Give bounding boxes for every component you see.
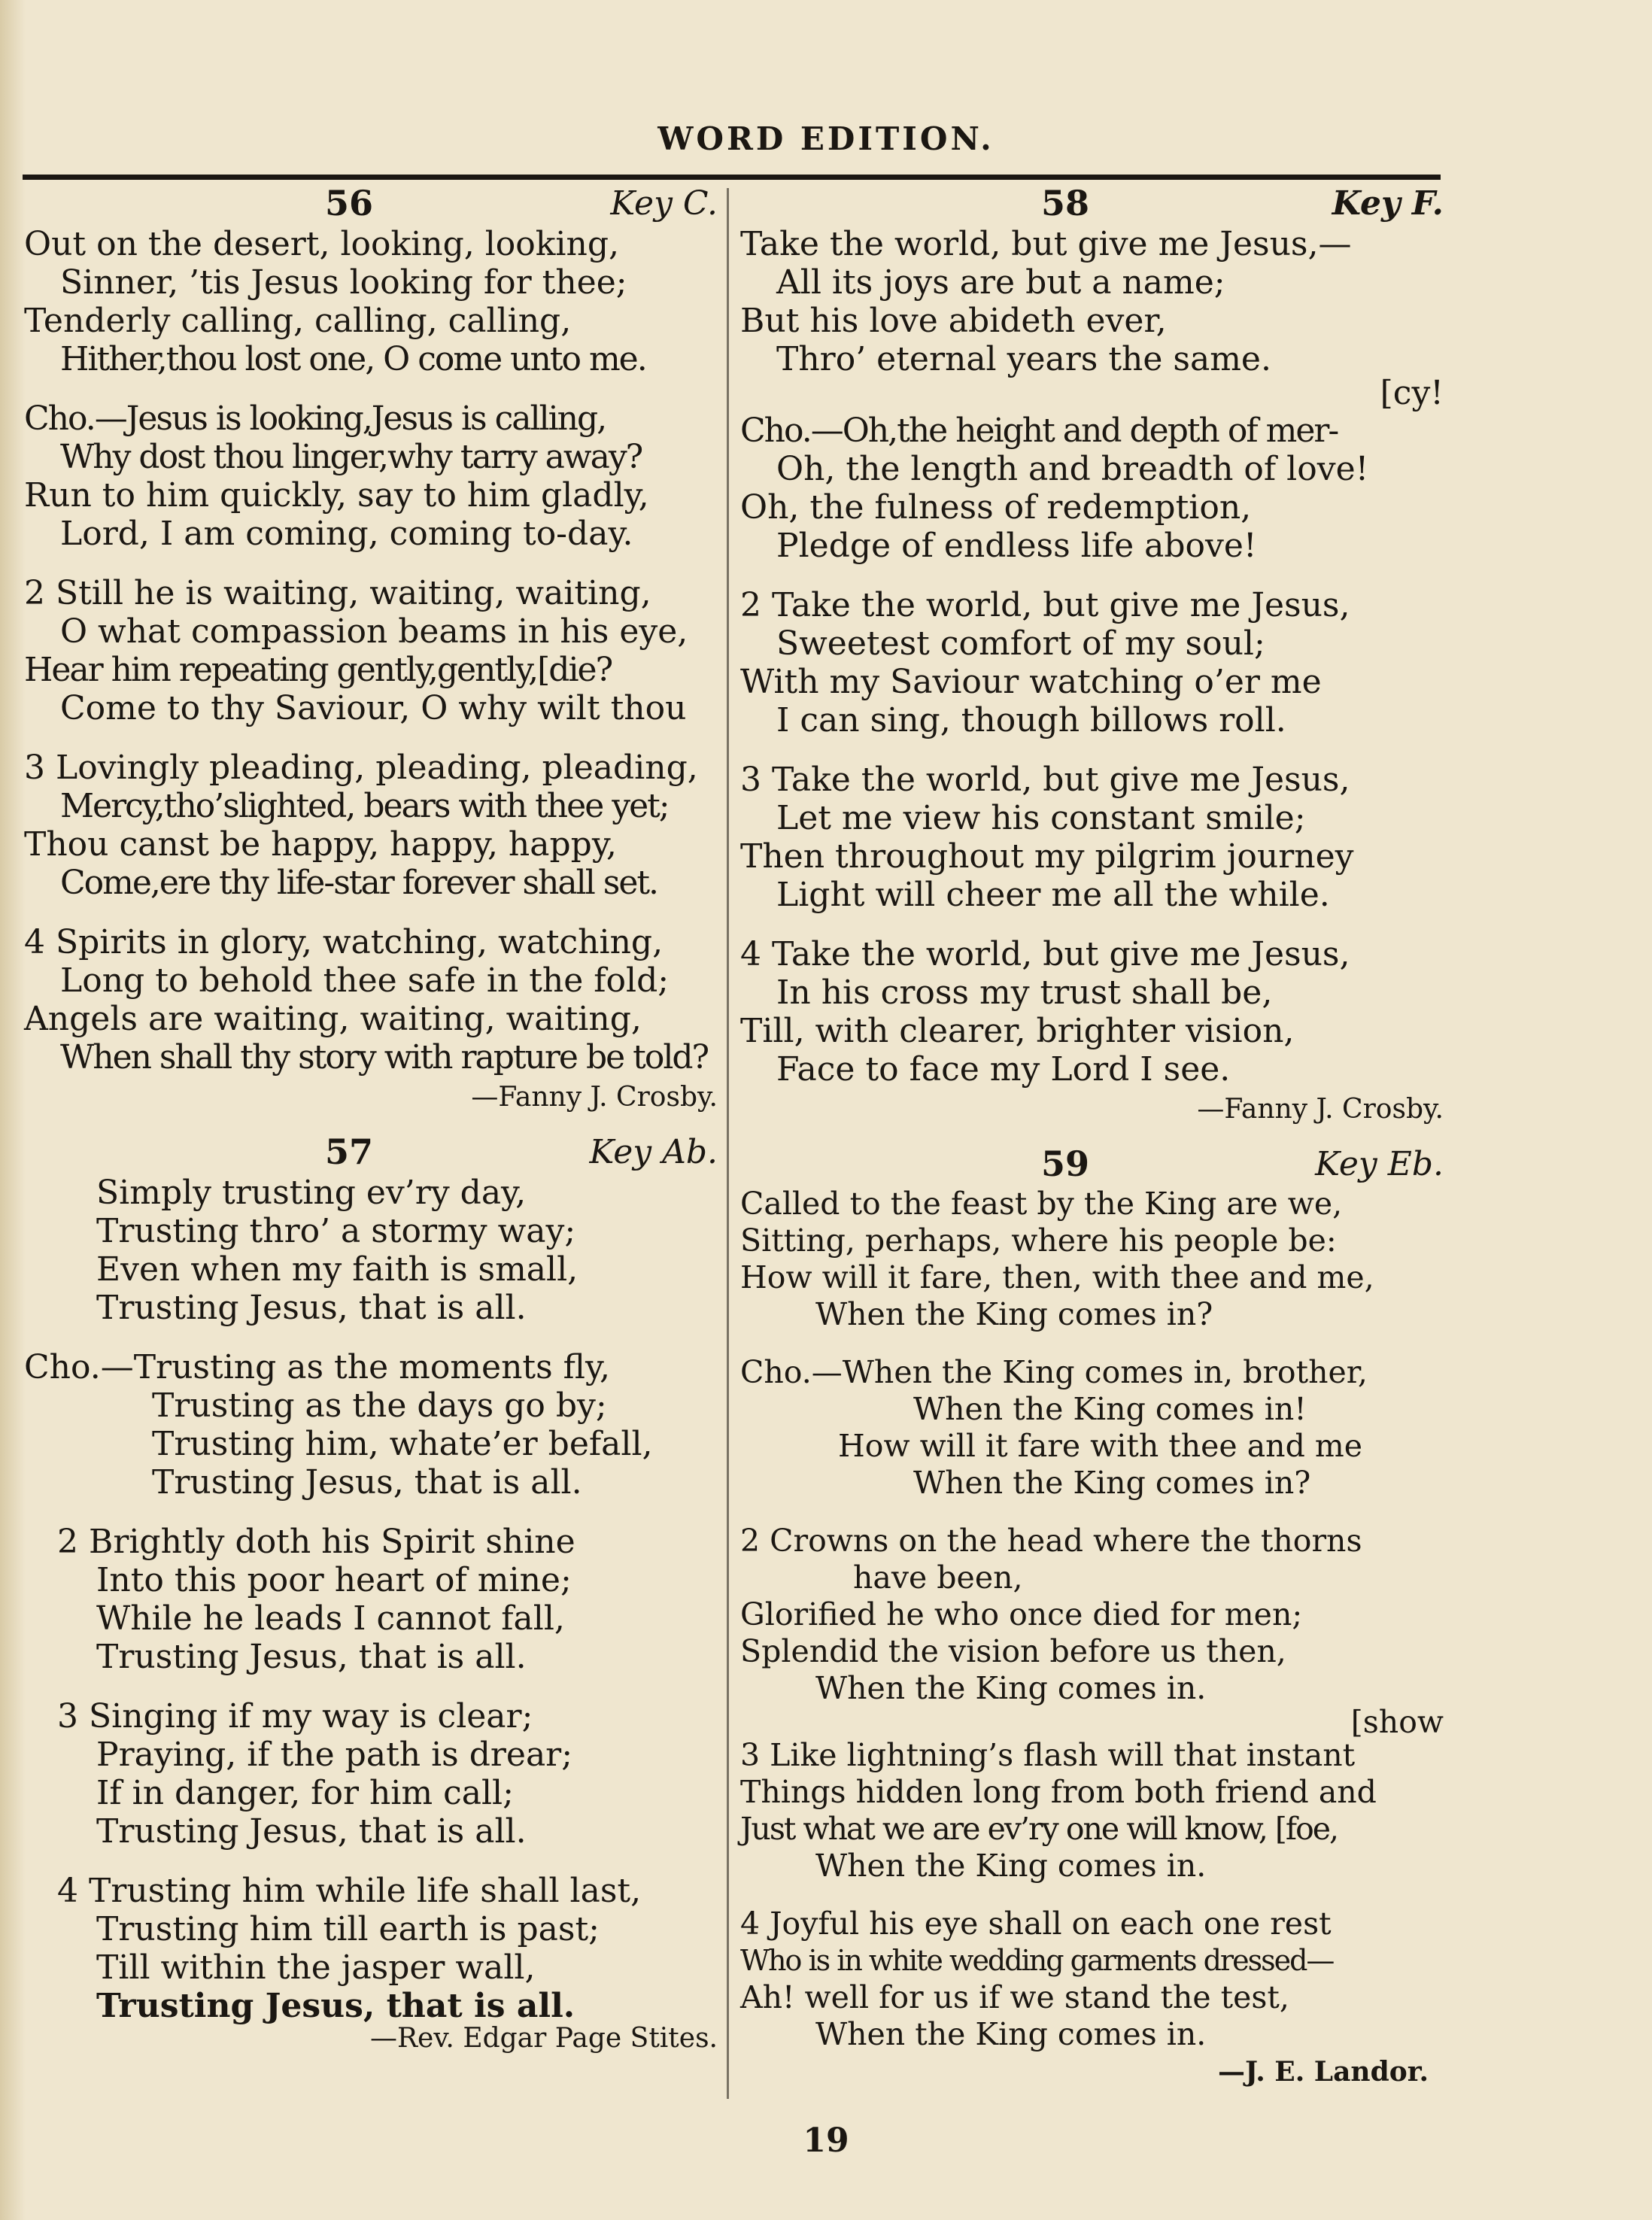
chorus-line: Cho.—When the King comes in, brother, bbox=[740, 1354, 1368, 1390]
verse-line: Till, with clearer, brighter vision, bbox=[740, 1012, 1295, 1050]
chorus-line: When the King comes in? bbox=[913, 1465, 1311, 1501]
chorus-line: Trusting him, whate’er befall, bbox=[152, 1425, 653, 1463]
hymn-key: Key C. bbox=[610, 184, 718, 223]
hymn-58-heading bbox=[740, 184, 1444, 225]
verse-line: 4 Take the world, but give me Jesus, bbox=[740, 935, 1350, 973]
verse-line: When the King comes in. bbox=[815, 2016, 1207, 2052]
verse-line: I can sing, though billows roll. bbox=[776, 701, 1286, 739]
chorus-line: Trusting as the days go by; bbox=[152, 1386, 607, 1425]
hymn-key: Key F. bbox=[1332, 184, 1444, 223]
verse-line: Sinner, ’tis Jesus looking for thee; bbox=[60, 263, 627, 302]
verse-line-carryover: [cy! bbox=[1380, 374, 1444, 412]
chorus-line: Cho.—Jesus is looking,Jesus is calling, bbox=[24, 399, 606, 438]
hymn-number: 56 bbox=[325, 183, 374, 223]
verse-line: Praying, if the path is drear; bbox=[96, 1736, 573, 1774]
chorus-line: How will it fare with thee and me bbox=[838, 1428, 1362, 1464]
verse-line: Trusting Jesus, that is all. bbox=[96, 1638, 527, 1676]
verse-line-carryover: [show bbox=[1350, 1704, 1444, 1740]
verse-line: Trusting Jesus, that is all. bbox=[96, 1812, 527, 1851]
verse-line: Let me view his constant smile; bbox=[776, 799, 1306, 837]
hymn-57-author: —Rev. Edgar Page Stites. bbox=[369, 2023, 718, 2054]
chorus-line: Cho.—Oh,the height and depth of mer- bbox=[740, 412, 1338, 450]
column-divider bbox=[727, 188, 729, 2099]
chorus-line: Lord, I am coming, coming to-day. bbox=[60, 515, 633, 553]
verse-line: 4 Trusting him while life shall last, bbox=[57, 1872, 642, 1910]
verse-line: have been, bbox=[853, 1559, 1023, 1596]
verse-line: When shall thy story with rapture be told? bbox=[60, 1038, 709, 1077]
verse-line: Even when my faith is small, bbox=[96, 1250, 579, 1289]
hymn-58-verse-2 bbox=[740, 586, 1444, 739]
hymn-56-verse-2 bbox=[24, 574, 718, 727]
hymn-58-verse-3 bbox=[740, 761, 1444, 914]
verse-line: 3 Take the world, but give me Jesus, bbox=[740, 761, 1350, 799]
verse-line: All its joys are but a name; bbox=[776, 263, 1225, 302]
verse-line: Trusting Jesus, that is all. bbox=[96, 1289, 527, 1327]
hymn-56-heading bbox=[24, 184, 718, 225]
verse-line: Thou canst be happy, happy, happy, bbox=[24, 825, 617, 864]
chorus-line: Why dost thou linger,why tarry away? bbox=[60, 438, 642, 476]
verse-line: Things hidden long from both friend and bbox=[740, 1774, 1377, 1810]
hymn-key: Key Ab. bbox=[589, 1133, 718, 1171]
verse-line: 3 Lovingly pleading, pleading, pleading, bbox=[24, 749, 698, 787]
verse-line: Glorified he who once died for men; bbox=[740, 1596, 1303, 1632]
verse-line: Splendid the vision before us then, bbox=[740, 1633, 1286, 1669]
hymn-57-verse-2 bbox=[24, 1523, 718, 1676]
hymn-56-verse-1 bbox=[24, 225, 718, 378]
verse-line: If in danger, for him call; bbox=[96, 1774, 514, 1812]
verse-line: Then throughout my pilgrim journey bbox=[740, 837, 1354, 876]
hymn-57-heading bbox=[24, 1133, 718, 1174]
verse-line: Sitting, perhaps, where his people be: bbox=[740, 1222, 1337, 1259]
hymn-58-chorus bbox=[740, 412, 1444, 565]
verse-line: 2 Brightly doth his Spirit shine bbox=[57, 1523, 575, 1561]
page-header: WORD EDITION. bbox=[657, 120, 995, 157]
chorus-line: Oh, the fulness of redemption, bbox=[740, 488, 1252, 527]
page-number: 19 bbox=[803, 2121, 849, 2160]
hymn-58-author: —Fanny J. Crosby. bbox=[1197, 1094, 1444, 1125]
verse-line: 4 Joyful his eye shall on each one rest bbox=[740, 1906, 1332, 1942]
header-rule bbox=[23, 175, 1441, 180]
hymn-57-verse-3 bbox=[24, 1697, 718, 1851]
verse-line: Take the world, but give me Jesus,— bbox=[740, 225, 1352, 263]
hymn-57-verse-4 bbox=[24, 1872, 718, 2025]
hymn-number: 59 bbox=[1041, 1143, 1090, 1184]
verse-line: When the King comes in. bbox=[815, 1670, 1207, 1706]
hymn-58-verse-4 bbox=[740, 935, 1444, 1089]
chorus-line: Oh, the length and breadth of love! bbox=[776, 450, 1369, 488]
hymn-56-verse-4 bbox=[24, 923, 718, 1077]
verse-line: While he leads I cannot fall, bbox=[96, 1599, 565, 1638]
verse-line: In his cross my trust shall be, bbox=[776, 973, 1273, 1012]
hymn-56-chorus bbox=[24, 399, 718, 553]
verse-line: When the King comes in? bbox=[815, 1296, 1213, 1332]
hymn-59-heading bbox=[740, 1145, 1444, 1186]
hymn-number: 58 bbox=[1041, 183, 1090, 223]
verse-line: O what compassion beams in his eye, bbox=[60, 612, 688, 651]
verse-line: But his love abideth ever, bbox=[740, 302, 1167, 340]
verse-line: Called to the feast by the King are we, bbox=[740, 1186, 1343, 1222]
verse-line: Angels are waiting, waiting, waiting, bbox=[24, 1000, 642, 1038]
verse-line: Till within the jasper wall, bbox=[96, 1948, 536, 1987]
verse-line: Hither,thou lost one, O come unto me. bbox=[60, 340, 646, 378]
right-column bbox=[740, 184, 1444, 2108]
verse-line: Sweetest comfort of my soul; bbox=[776, 624, 1265, 663]
verse-line: Face to face my Lord I see. bbox=[776, 1050, 1231, 1089]
verse-line: 4 Spirits in glory, watching, watching, bbox=[24, 923, 664, 961]
verse-line: Thro’ eternal years the same. bbox=[776, 340, 1271, 378]
hymn-59-verse-2 bbox=[740, 1523, 1444, 1740]
chorus-line: Pledge of endless life above! bbox=[776, 527, 1257, 565]
verse-line: Come to thy Saviour, O why wilt thou bbox=[60, 689, 687, 727]
verse-line: Trusting thro’ a stormy way; bbox=[96, 1212, 576, 1250]
left-column bbox=[24, 184, 718, 2074]
page-edge-shadow bbox=[0, 0, 26, 2220]
hymn-58-verse-1 bbox=[740, 225, 1444, 412]
hymn-57-chorus bbox=[24, 1348, 718, 1502]
verse-line: Ah! well for us if we stand the test, bbox=[740, 1979, 1289, 2015]
verse-line: Who is in white wedding garments dressed— bbox=[740, 1944, 1334, 1977]
hymn-number: 57 bbox=[325, 1131, 374, 1172]
verse-line: Out on the desert, looking, looking, bbox=[24, 225, 619, 263]
hymn-59-verse-4 bbox=[740, 1906, 1444, 2053]
verse-line: 3 Singing if my way is clear; bbox=[57, 1697, 533, 1736]
verse-line: How will it fare, then, with thee and me, bbox=[740, 1259, 1374, 1295]
hymn-59-verse-1 bbox=[740, 1186, 1444, 1333]
verse-line: Tenderly calling, calling, calling, bbox=[24, 302, 572, 340]
verse-line: 3 Like lightning’s flash will that instant bbox=[740, 1737, 1356, 1773]
chorus-line: When the King comes in! bbox=[913, 1391, 1307, 1427]
verse-line: Trusting Jesus, that is all. bbox=[96, 1987, 575, 2025]
verse-line: 2 Take the world, but give me Jesus, bbox=[740, 586, 1350, 624]
chorus-line: Trusting Jesus, that is all. bbox=[152, 1463, 582, 1502]
chorus-line: Cho.—Trusting as the moments fly, bbox=[24, 1348, 611, 1386]
verse-line: Simply trusting ev’ry day, bbox=[96, 1174, 527, 1212]
hymn-56-verse-3 bbox=[24, 749, 718, 902]
verse-line: Light will cheer me all the while. bbox=[776, 876, 1330, 914]
chorus-line: Run to him quickly, say to him gladly, bbox=[24, 476, 649, 515]
verse-line: Hear him repeating gently,gently,[die? bbox=[24, 651, 612, 689]
hymn-59-author: —J. E. Landor. bbox=[1217, 2056, 1429, 2088]
verse-line: Into this poor heart of mine; bbox=[96, 1561, 572, 1599]
verse-line: Mercy,tho’slighted, bears with thee yet; bbox=[60, 787, 669, 825]
hymn-59-verse-3 bbox=[740, 1737, 1444, 1884]
verse-line: 2 Still he is waiting, waiting, waiting, bbox=[24, 574, 651, 612]
verse-line: With my Saviour watching o’er me bbox=[740, 663, 1322, 701]
verse-line: Long to behold thee safe in the fold; bbox=[60, 961, 670, 1000]
verse-line: When the King comes in. bbox=[815, 1848, 1207, 1884]
verse-line: 2 Crowns on the head where the thorns bbox=[740, 1523, 1362, 1559]
hymn-59-chorus bbox=[740, 1354, 1444, 1502]
verse-line: Come,ere thy life-star forever shall set. bbox=[60, 864, 658, 902]
hymn-56-author: —Fanny J. Crosby. bbox=[471, 1082, 718, 1113]
verse-line: Trusting him till earth is past; bbox=[96, 1910, 600, 1948]
hymn-key: Key Eb. bbox=[1315, 1145, 1444, 1183]
hymn-57-verse-1 bbox=[24, 1174, 718, 1327]
verse-line: Just what we are ev’ry one will know, [foe, bbox=[740, 1811, 1338, 1847]
